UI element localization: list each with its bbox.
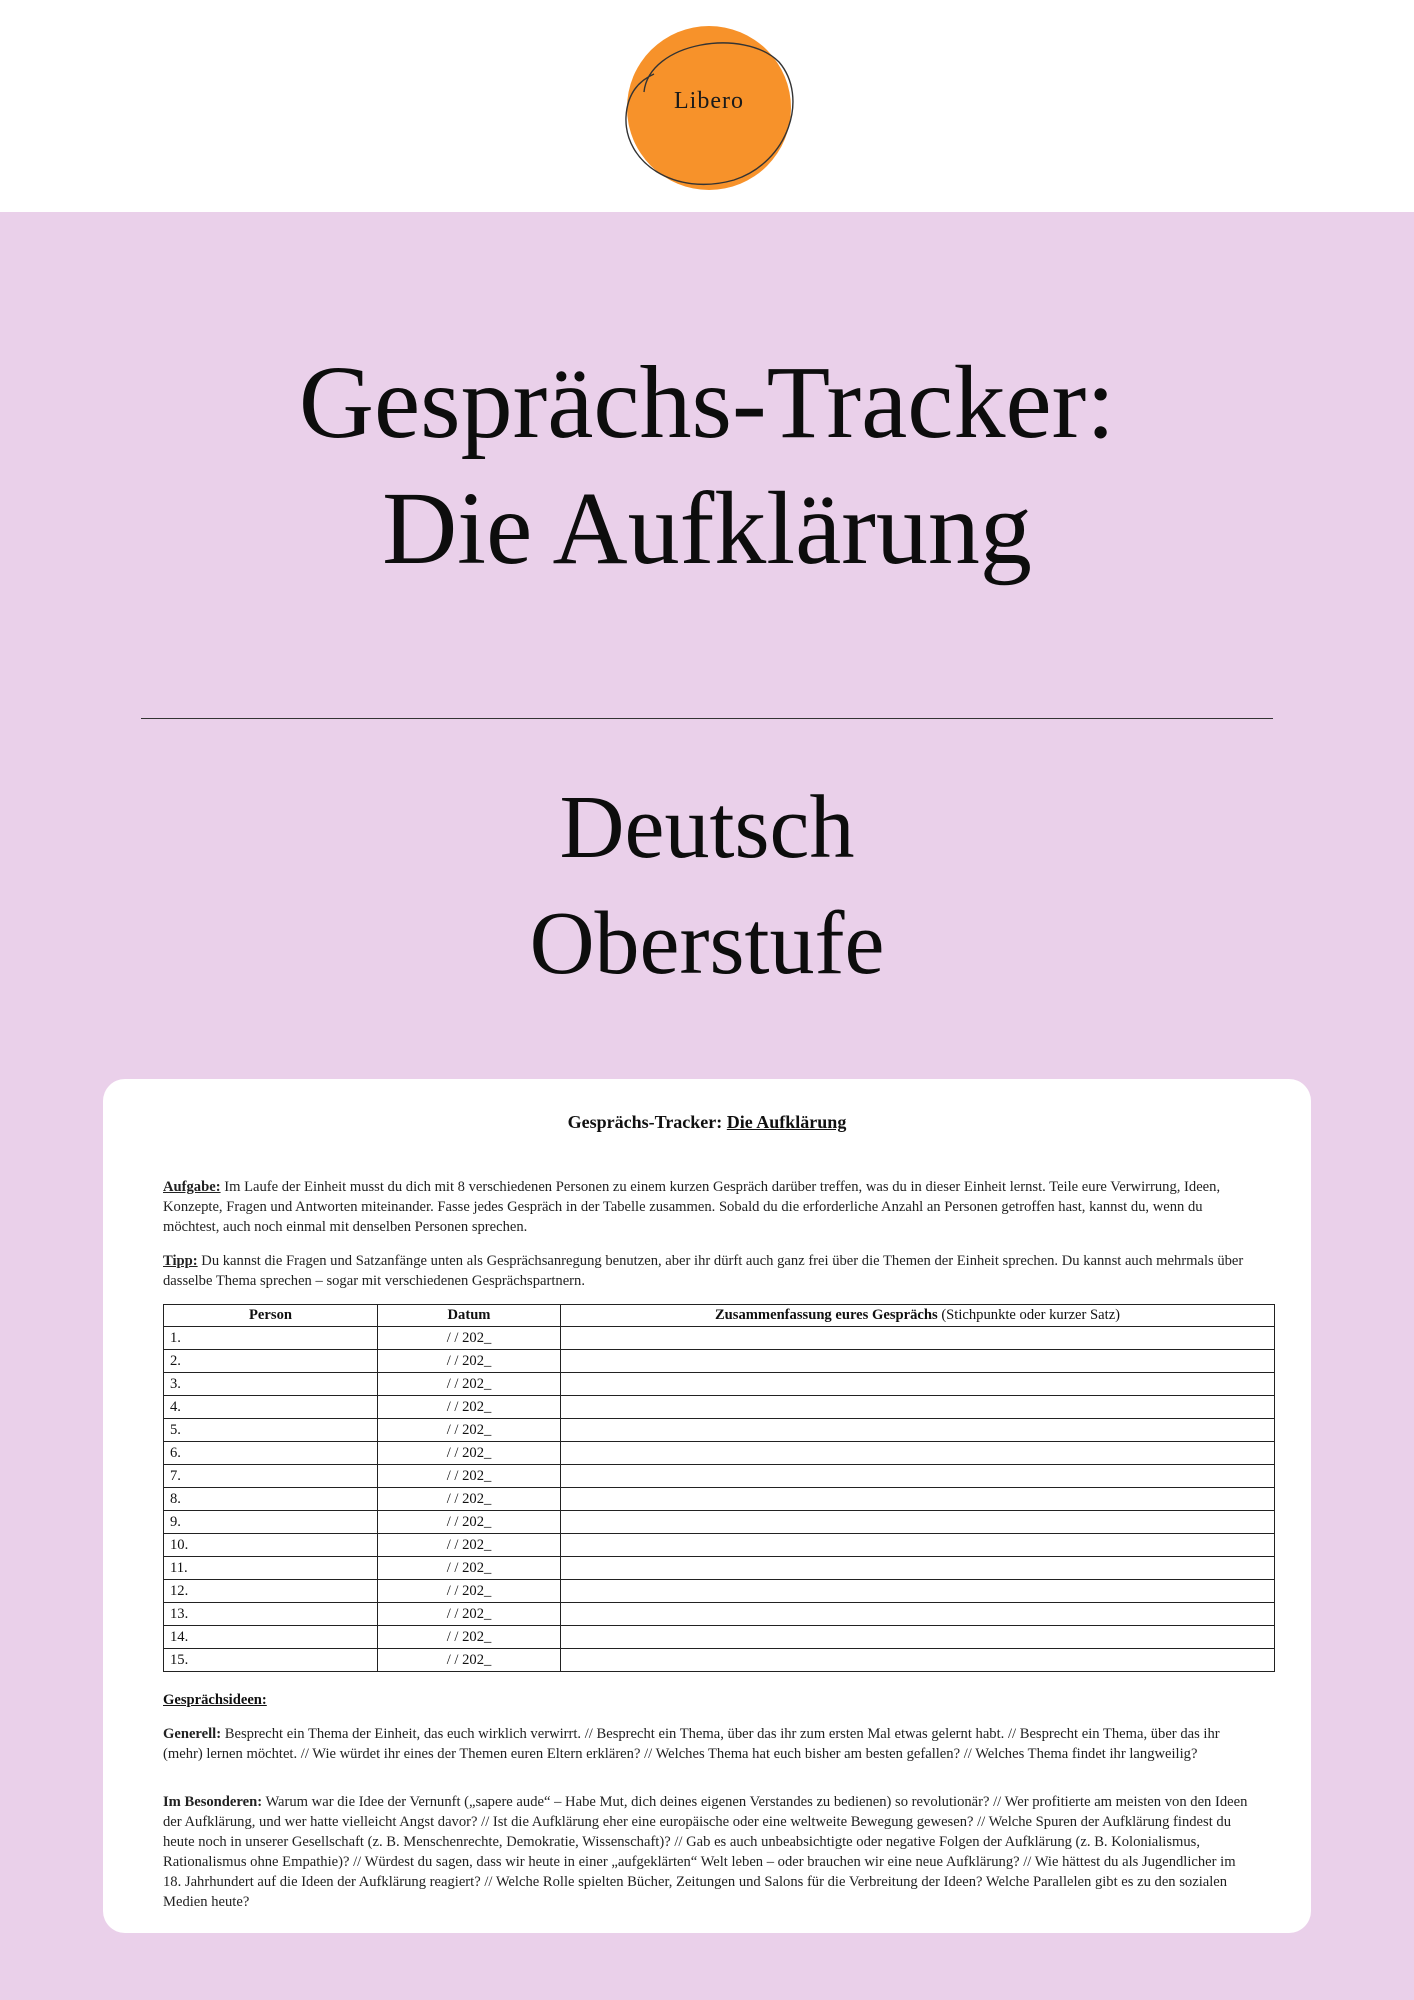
logo-text: Libero [674, 88, 744, 114]
table-row: 14. / / 202_ [164, 1626, 1275, 1649]
table-row: 8. / / 202_ [164, 1488, 1275, 1511]
summary-cell[interactable] [561, 1350, 1275, 1373]
general-label: Generell: [163, 1726, 222, 1742]
tip-paragraph [163, 1251, 1251, 1291]
table-row: 7. / / 202_ [164, 1465, 1275, 1488]
tip-label: Tipp: [163, 1253, 198, 1269]
task-paragraph [163, 1177, 1251, 1237]
table-row: 6. / / 202_ [164, 1442, 1275, 1465]
table-row: 11. / / 202_ [164, 1557, 1275, 1580]
table-header-row [164, 1305, 1275, 1327]
table-row: 2. / / 202_ [164, 1350, 1275, 1373]
ideas-heading: Gesprächsideen: [163, 1692, 267, 1708]
summary-cell[interactable] [561, 1534, 1275, 1557]
title-line-2: Die Aufklärung [382, 471, 1032, 586]
summary-cell[interactable] [561, 1580, 1275, 1603]
table-row: 1. / / 202_ [164, 1327, 1275, 1350]
summary-cell[interactable] [561, 1327, 1275, 1350]
summary-cell[interactable] [561, 1557, 1275, 1580]
task-text: Im Laufe der Einheit musst du dich mit 8 verschiedenen Personen zu einem kurzen Gespräch darüber treffen, was du in dieser Einheit lernst. Teile eure Verwirrung, Ideen, Konzepte, Fragen und Antworten miteinander. Fasse jedes Gespräch in der Tabelle zusammen. Sobald du die erforderliche Anzahl an Personen getroffen hast, kannst du, wenn du möchtest, auch noch einmal mit denselben Personen sprechen. [163, 1179, 1221, 1235]
summary-cell[interactable] [561, 1626, 1275, 1649]
special-label: Im Besonderen: [163, 1794, 263, 1810]
col-person: Person [164, 1305, 378, 1327]
worksheet-title: Gesprächs-Tracker: Die Aufklärung [567, 1112, 847, 1132]
summary-cell[interactable] [561, 1649, 1275, 1672]
table-row: 10. / / 202_ [164, 1534, 1275, 1557]
table-row: 5. / / 202_ [164, 1419, 1275, 1442]
special-text: Warum war die Idee der Vernunft („sapere aude“ – Habe Mut, dich deines eigenen Verstandes zu bedienen) so revolutionär? // Wer profitierte am meisten von den Ideen der Aufklärung, und wer hatte vielleicht Angst davor? // Ist die Aufklärung eher eine europäische oder eine weltweite Bewegung gewesen? // Welche Spuren der Aufklärung findest du heute noch in unserer Gesellschaft (z. B. Menschenrechte, Demokratie, Wissenschaft)? // Gab es auch unbeabsichtigte oder negative Folgen der Aufklärung (z. B. Kolonialismus, Rationalismus ohne Empathie)? // Würdest du sagen, dass wir heute in einer „aufgeklärten“ Welt leben – oder brauchen wir eine neue Aufklärung? // Wie hättest du als Jugendlicher im 18. Jahrhundert auf die Ideen der Aufklärung reagiert? // Welche Rolle spielten Bücher, Zeitungen und Salons für die Verbreitung der Ideen? Welche Parallelen gibt es zu den sozialen Medien heute? [163, 1794, 1248, 1910]
header [0, 0, 1414, 212]
table-row: 3. / / 202_ [164, 1373, 1275, 1396]
col-date: Datum [378, 1305, 561, 1327]
col-summary: Zusammenfassung eures Gesprächs (Stichpunkte oder kurzer Satz) [561, 1305, 1275, 1327]
divider [141, 718, 1273, 719]
table-row: 13. / / 202_ [164, 1603, 1275, 1626]
summary-cell[interactable] [561, 1442, 1275, 1465]
worksheet-preview-card [103, 1079, 1311, 1933]
table-row: 12. / / 202_ [164, 1580, 1275, 1603]
summary-cell[interactable] [561, 1603, 1275, 1626]
tip-text: Du kannst die Fragen und Satzanfänge unten als Gesprächsanregung benutzen, aber ihr dürft auch ganz frei über die Themen der Einheit sprechen. Du kannst auch mehrmals über dasselbe Thema sprechen – sogar mit verschiedenen Gesprächspartnern. [163, 1253, 1244, 1289]
table-row: 9. / / 202_ [164, 1511, 1275, 1534]
general-ideas-paragraph [163, 1724, 1251, 1764]
general-text: Besprecht ein Thema der Einheit, das euch wirklich verwirrt. // Besprecht ein Thema, über das ihr zum ersten Mal etwas gelernt habt. // Besprecht ein Thema, über das ihr (mehr) lernen möchtet. // Wie würdet ihr eines der Themen euren Eltern erklären? // Welches Thema hat euch bisher am besten gefallen? // Welches Thema findet ihr langweilig? [163, 1726, 1220, 1762]
task-label: Aufgabe: [163, 1179, 221, 1195]
summary-cell[interactable] [561, 1396, 1275, 1419]
title-line-1: Gesprächs-Tracker: [298, 345, 1116, 460]
special-ideas-paragraph [163, 1792, 1251, 1912]
summary-cell[interactable] [561, 1488, 1275, 1511]
page-title [0, 340, 1414, 592]
subtitle-line-2: Oberstufe [529, 894, 885, 993]
conversation-table [163, 1304, 1275, 1672]
table-row: 15. / / 202_ [164, 1649, 1275, 1672]
summary-cell[interactable] [561, 1419, 1275, 1442]
subtitle [0, 770, 1414, 1002]
table-row: 4. / / 202_ [164, 1396, 1275, 1419]
subtitle-line-1: Deutsch [559, 778, 855, 877]
worksheet-title-topic: Die Aufklärung [726, 1112, 847, 1132]
summary-cell[interactable] [561, 1465, 1275, 1488]
summary-cell[interactable] [561, 1511, 1275, 1534]
summary-cell[interactable] [561, 1373, 1275, 1396]
